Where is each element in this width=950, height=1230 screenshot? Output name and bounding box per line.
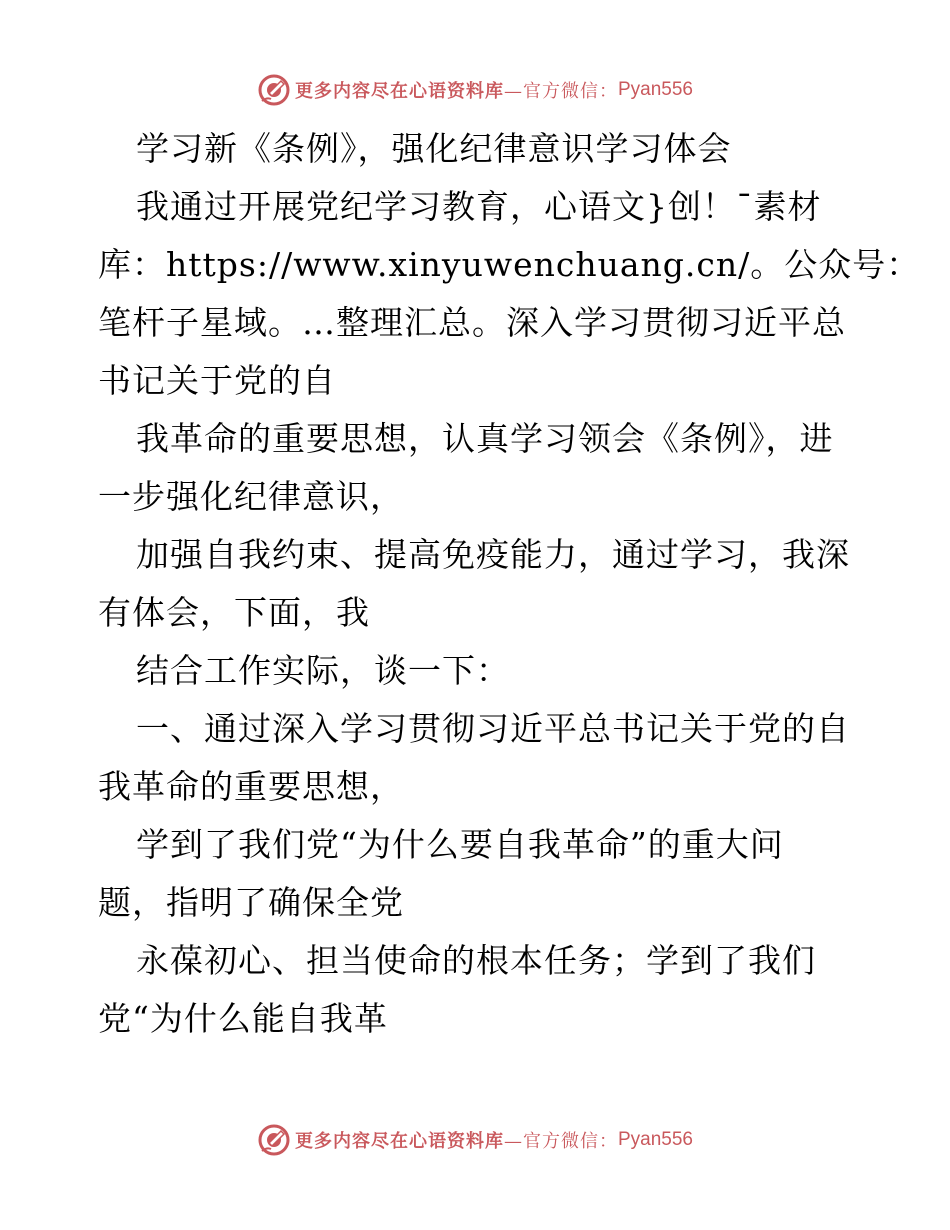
paragraph-line: 加强自我约束、提高免疫能力，通过学习，我深 xyxy=(136,535,850,574)
paragraph-line: 学到了我们党“为什么要自我革命”的重大问 xyxy=(136,825,784,864)
paragraph-line: 一步强化纪律意识， xyxy=(98,477,404,516)
logo-icon xyxy=(257,73,291,107)
document-title: 学习新《条例》，强化纪律意识学习体会 xyxy=(136,129,732,168)
paragraph-line: 笔杆子星域。…整理汇总。深入学习贯彻习近平总 xyxy=(98,303,846,342)
banner-sub-text: —官方微信： xyxy=(503,81,618,102)
document-body xyxy=(98,120,921,1048)
banner-main-text: 更多内容尽在心语资料库 xyxy=(294,1131,504,1152)
paragraph-line: 我革命的重要思想，认真学习领会《条例》，进 xyxy=(136,419,834,458)
banner-wechat-id: Pyan556 xyxy=(617,1129,693,1150)
paragraph-line: 我革命的重要思想， xyxy=(98,767,404,806)
paragraph-line: 我通过开展党纪学习教育，心语文}创！¯素材 xyxy=(136,187,822,226)
paragraph-line: 题，指明了确保全党 xyxy=(98,883,404,922)
paragraph-line: 库：https://www.xinyuwenchuang.cn/。公众号： xyxy=(98,245,921,284)
paragraph-line: 结合工作实际，谈一下： xyxy=(136,651,510,690)
footer-watermark xyxy=(0,1120,950,1160)
paragraph-line: 有体会，下面，我 xyxy=(98,593,370,632)
banner-sub-text: —官方微信： xyxy=(503,1131,618,1152)
banner-main-text: 更多内容尽在心语资料库 xyxy=(294,81,504,102)
paragraph-line: 书记关于党的自 xyxy=(98,361,336,400)
banner-wechat-id: Pyan556 xyxy=(617,79,693,100)
logo-icon xyxy=(257,1123,291,1157)
paragraph-line: 党“为什么能自我革 xyxy=(98,999,388,1038)
header-watermark xyxy=(0,70,950,110)
paragraph-line: 永葆初心、担当使命的根本任务；学到了我们 xyxy=(136,941,816,980)
paragraph-line: 一、通过深入学习贯彻习近平总书记关于党的自 xyxy=(136,709,850,748)
